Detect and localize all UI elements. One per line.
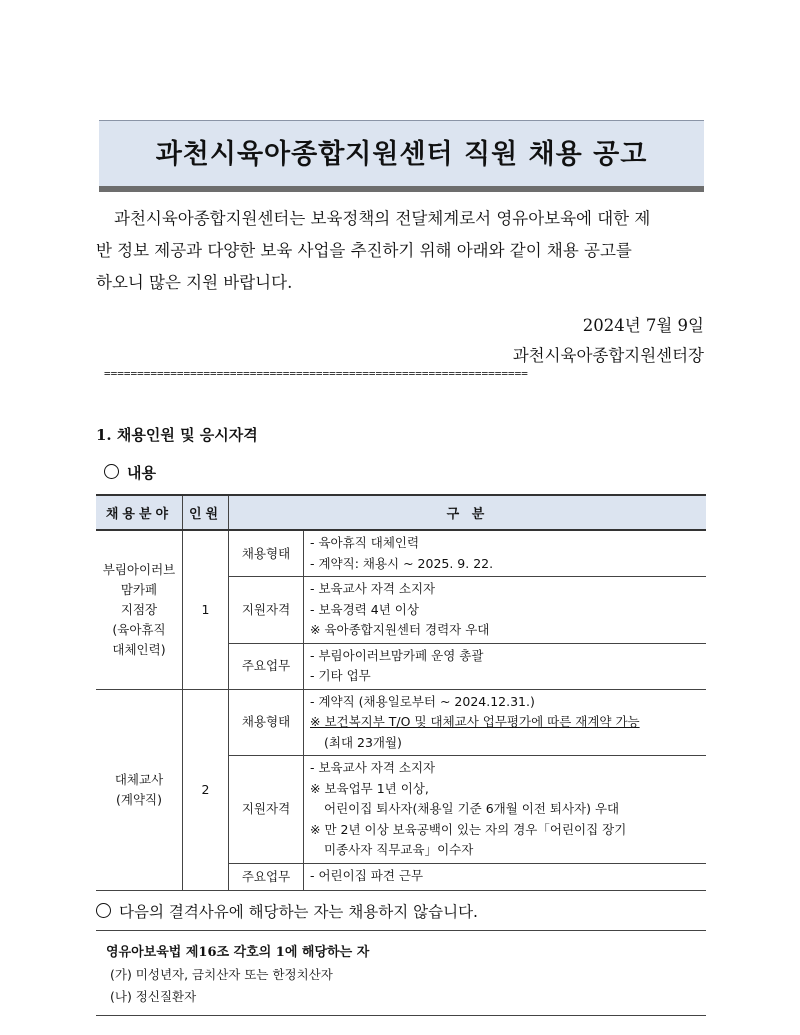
group-detail: - 보육교사 자격 소지자 - 보육경력 4년 이상 ※ 육아종합지원센터 경력자 우대 [304,577,707,644]
field-cell: 부림아이러브 맘카페 지점장 (육아휴직 대체인력) [96,530,183,689]
list-item: (나) 정신질환자 [110,989,197,1004]
group-detail: - 계약직 (채용일로부터 ~ 2024.12.31.) ※ 보건복지부 T/O 및 대체교사 업무평가에 따른 재계약 가능 (최대 23개월) [304,689,707,756]
table-row [96,530,706,577]
table-row [96,689,706,756]
group-label: 지원자격 [229,577,304,644]
page-title: 과천시육아종합지원센터 직원 채용 공고 [155,139,648,170]
section2-heading: 다음의 결격사유에 해당하는 자는 채용하지 않습니다. [96,900,478,922]
header-field: 채용분야 [96,495,183,530]
recruitment-table [96,494,706,891]
intro-paragraph [96,203,708,299]
count-cell: 1 [183,530,229,689]
list-item: (가) 미성년자, 금치산자 또는 한정치산자 [110,967,333,982]
divider-line: ================================================================ [104,367,528,380]
group-detail: - 부림아이러브맘카페 운영 총괄 - 기타 업무 [304,643,707,689]
group-detail: - 육아휴직 대체인력 - 계약직: 채용시 ~ 2025. 9. 22. [304,530,707,577]
intro-line-2: 반 정보 제공과 다양한 보육 사업을 추진하기 위해 아래와 같이 채용 공고를 [96,241,632,260]
group-label: 지원자격 [229,756,304,864]
announcement-date: 2024년 7월 9일 [582,316,704,335]
field-cell: 대체교사 (계약직) [96,689,183,890]
content-label: 내용 [127,464,156,482]
group-label: 주요업무 [229,863,304,890]
count-cell: 2 [183,689,229,890]
title-box [99,120,704,188]
group-detail: - 어린이집 파견 근무 [304,863,707,890]
content-heading [104,462,156,483]
organization-head: 과천시육아종합지원센터장 [512,346,704,365]
title-underline-bar [99,186,704,192]
law-title: 영유아보육법 제16조 각호의 1에 해당하는 자 [106,945,370,960]
disqualification-box [96,930,706,1016]
table-header-row [96,495,706,530]
header-category: 구 분 [229,495,707,530]
intro-line-3: 하오니 많은 지원 바랍니다. [96,273,293,292]
circle-bullet-icon [96,903,111,918]
section1-heading: 1. 채용인원 및 응시자격 [96,426,258,444]
header-count: 인원 [183,495,229,530]
intro-line-1: 과천시육아종합지원센터는 보육정책의 전달체계로서 영유아보육에 대한 제 [114,209,651,228]
circle-bullet-icon [104,464,119,479]
group-label: 채용형태 [229,689,304,756]
group-label: 채용형태 [229,530,304,577]
group-label: 주요업무 [229,643,304,689]
group-detail: - 보육교사 자격 소지자 ※ 보육업무 1년 이상, 어린이집 퇴사자(채용일 기준 6개월 이전 퇴사자) 우대 ※ 만 2년 이상 보육공백이 있는 자의 경우「어린이집 장기 미종사자 직무교육」이수자 [304,756,707,864]
